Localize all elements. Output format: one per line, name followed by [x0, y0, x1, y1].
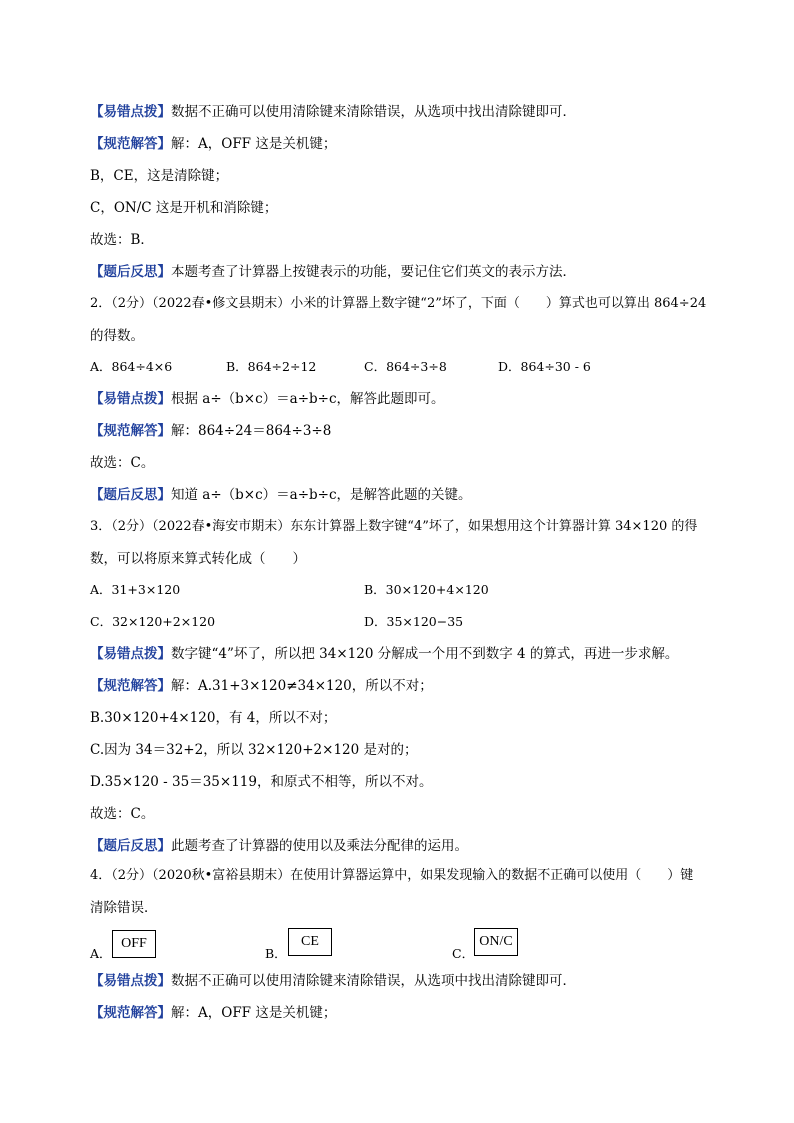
- q4-option-b-letter: B．: [265, 946, 287, 961]
- on-c-key-icon: ON/C: [474, 928, 518, 956]
- q2-option-c: C．864÷3÷8: [364, 359, 447, 374]
- solution-text: 解：A，OFF 这是关机键；: [171, 1005, 337, 1021]
- q4-error-hint: [90, 971, 576, 991]
- reflection-text: 此题考查了计算器的使用以及乘法分配律的运用。: [171, 838, 468, 854]
- b1-error-hint: [90, 102, 576, 122]
- q2-choice: 故选：C。: [90, 455, 155, 471]
- q2-error-hint: [90, 389, 445, 409]
- q3-error-hint: [90, 644, 678, 664]
- b1-solution-line-b: B，CE，这是清除键；: [90, 168, 229, 184]
- q4-option-c-letter: C．: [452, 946, 475, 961]
- error-hint-text: 数据不正确可以使用清除键来清除错误，从选项中找出清除键即可．: [171, 104, 576, 120]
- error-hint-text: 数据不正确可以使用清除键来清除错误，从选项中找出清除键即可．: [171, 973, 576, 989]
- q2-stem-line1: 2．（2分）（2022春•修文县期末）小米的计算器上数字键“2”坏了，下面（ ）算式也可以算出 864÷24: [90, 296, 707, 311]
- reflection-label: 【题后反思】: [90, 838, 171, 854]
- error-hint-label: 【易错点拨】: [90, 104, 171, 120]
- q2-option-a: A．864÷4×6: [90, 359, 173, 374]
- q3-reflection: [90, 836, 468, 856]
- q4-option-a-letter: A．: [90, 946, 112, 961]
- q3-solution-line-b: B.30×120+4×120，有 4，所以不对；: [90, 710, 337, 726]
- ce-key-icon: CE: [288, 928, 332, 956]
- off-key-icon: OFF: [112, 930, 156, 958]
- q4-stem-line2: 清除错误．: [90, 900, 158, 916]
- b1-solution: [90, 134, 336, 154]
- q3-option-d: D．35×120−35: [364, 614, 464, 629]
- b1-choice: 故选：B．: [90, 232, 154, 248]
- reflection-label: 【题后反思】: [90, 264, 171, 280]
- solution-label: 【规范解答】: [90, 678, 171, 694]
- solution-label: 【规范解答】: [90, 136, 171, 152]
- q2-stem-line2: 的得数。: [90, 328, 144, 344]
- q2-reflection: [90, 485, 472, 505]
- error-hint-label: 【易错点拨】: [90, 973, 171, 989]
- q2-option-d: D．864÷30 - 6: [498, 359, 591, 374]
- q3-option-a: A．31+3×120: [90, 582, 181, 597]
- q3-option-b: B．30×120+4×120: [364, 582, 489, 597]
- solution-text: 解：864÷24＝864÷3÷8: [171, 423, 332, 439]
- reflection-text: 知道 a÷（b×c）＝a÷b÷c，是解答此题的关键。: [171, 487, 472, 503]
- q2-solution: [90, 421, 331, 441]
- b1-reflection: [90, 262, 576, 282]
- q4-solution: [90, 1003, 336, 1023]
- solution-text: 解：A.31+3×120≠34×120，所以不对；: [171, 678, 433, 694]
- q4-stem-line1: 4．（2分）（2020秋•富裕县期末）在使用计算器运算中，如果发现输入的数据不正确可以使用（ ）键: [90, 868, 694, 883]
- error-hint-text: 根据 a÷（b×c）＝a÷b÷c，解答此题即可。: [171, 391, 445, 407]
- solution-label: 【规范解答】: [90, 423, 171, 439]
- solution-text: 解：A，OFF 这是关机键；: [171, 136, 337, 152]
- error-hint-label: 【易错点拨】: [90, 391, 171, 407]
- error-hint-label: 【易错点拨】: [90, 646, 171, 662]
- b1-solution-line-c: C，ON/C 这是开机和消除键；: [90, 200, 278, 216]
- q3-stem-line2: 数，可以将原来算式转化成（ ）: [90, 551, 306, 567]
- error-hint-text: 数字键“4”坏了，所以把 34×120 分解成一个用不到数字 4 的算式，再进一步求解。: [171, 646, 679, 662]
- q3-solution: [90, 676, 433, 696]
- reflection-text: 本题考查了计算器上按键表示的功能，要记住它们英文的表示方法．: [171, 264, 576, 280]
- q3-stem-line1: 3．（2分）（2022春•海安市期末）东东计算器上数字键“4”坏了，如果想用这个计算器计算 34×120 的得: [90, 519, 698, 534]
- q2-option-b: B．864÷2÷12: [226, 359, 317, 374]
- q3-choice: 故选：C。: [90, 806, 155, 822]
- solution-label: 【规范解答】: [90, 1005, 171, 1021]
- reflection-label: 【题后反思】: [90, 487, 171, 503]
- q3-option-c: C．32×120+2×120: [90, 614, 216, 629]
- q3-solution-line-c: C.因为 34＝32+2，所以 32×120+2×120 是对的；: [90, 742, 418, 758]
- q3-solution-line-d: D.35×120 - 35＝35×119，和原式不相等，所以不对。: [90, 774, 433, 790]
